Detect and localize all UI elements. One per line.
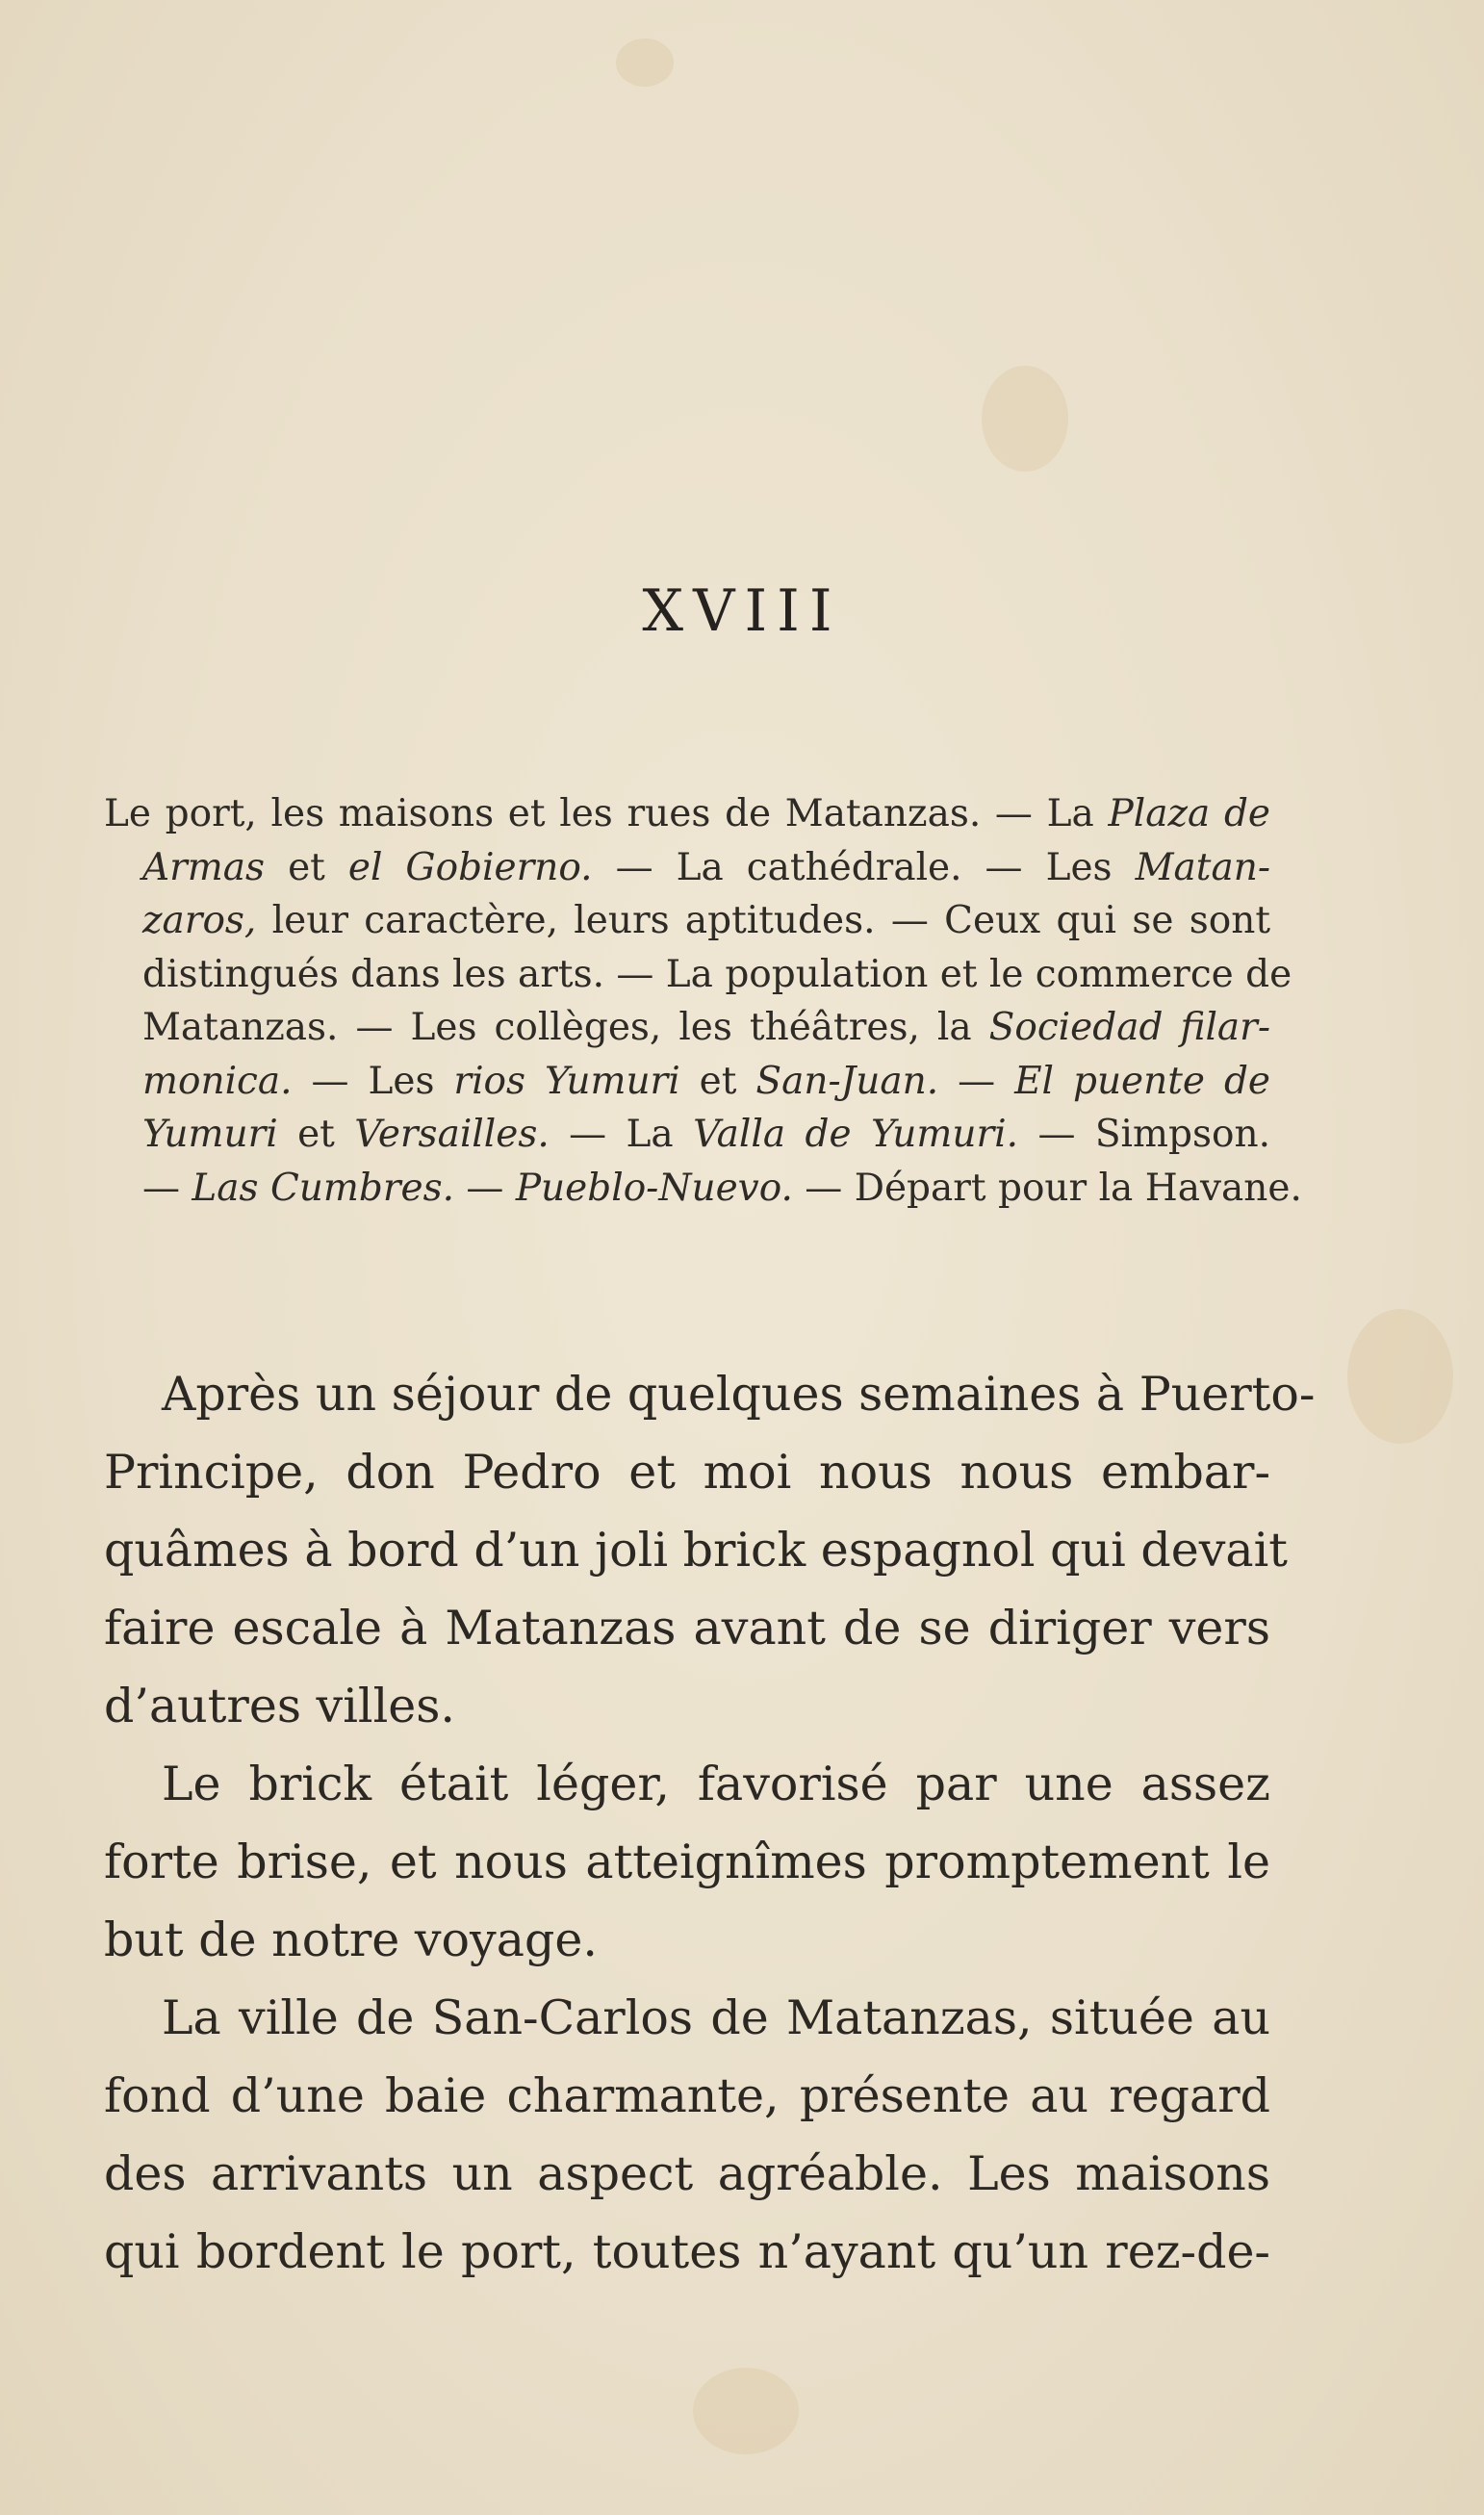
body-line: but de notre voyage. — [104, 1912, 598, 1967]
chapter-summary — [104, 787, 1302, 1215]
body-line: Le brick était léger, favorisé par une assez — [162, 1757, 1270, 1811]
chapter-number: XVIII — [642, 577, 842, 645]
summary-line: Armas et el Gobierno. — La cathédrale. — Les Matan- — [142, 845, 1270, 889]
paper-stain — [1347, 1309, 1453, 1444]
body-line: La ville de San-Carlos de Matanzas, située au — [162, 1990, 1270, 2045]
summary-line: — Las Cumbres. — Pueblo-Nuevo. — Départ pour la Havane. — [142, 1166, 1302, 1210]
body-line: qui bordent le port, toutes n’ayant qu’un rez-de- — [104, 2224, 1270, 2279]
body-line: Principe, don Pedro et moi nous nous embar- — [104, 1445, 1270, 1500]
body-line: forte brise, et nous atteignîmes promptement le — [104, 1835, 1270, 1889]
body-line: Après un séjour de quelques semaines à Puerto- — [162, 1367, 1316, 1422]
summary-line: monica. — Les rios Yumuri et San-Juan. — El puente de — [142, 1059, 1271, 1103]
summary-line: Yumuri et Versailles. — La Valla de Yumuri. — Simpson. — [142, 1113, 1270, 1156]
summary-line: zaros, leur caractère, leurs aptitudes. — Ceux qui se sont — [142, 899, 1270, 942]
body-line: fond d’une baie charmante, présente au regard — [104, 2068, 1270, 2123]
summary-line: Matanzas. — Les collèges, les théâtres, la Sociedad filar- — [142, 1006, 1270, 1049]
paper-stain — [982, 366, 1068, 472]
body-text — [104, 1355, 1316, 2291]
summary-line: Le port, les maisons et les rues de Matanzas. — La Plaza de — [104, 792, 1270, 835]
paper-stain — [616, 38, 674, 87]
summary-line: distingués dans les arts. — La population et le commerce de — [142, 952, 1292, 996]
body-line: quâmes à bord d’un joli brick espagnol qui devait — [104, 1523, 1288, 1578]
body-line: faire escale à Matanzas avant de se diriger vers — [104, 1601, 1270, 1655]
body-line: d’autres villes. — [104, 1679, 455, 1733]
paper-stain — [693, 2368, 799, 2454]
body-line: des arrivants un aspect agréable. Les maisons — [104, 2146, 1270, 2201]
